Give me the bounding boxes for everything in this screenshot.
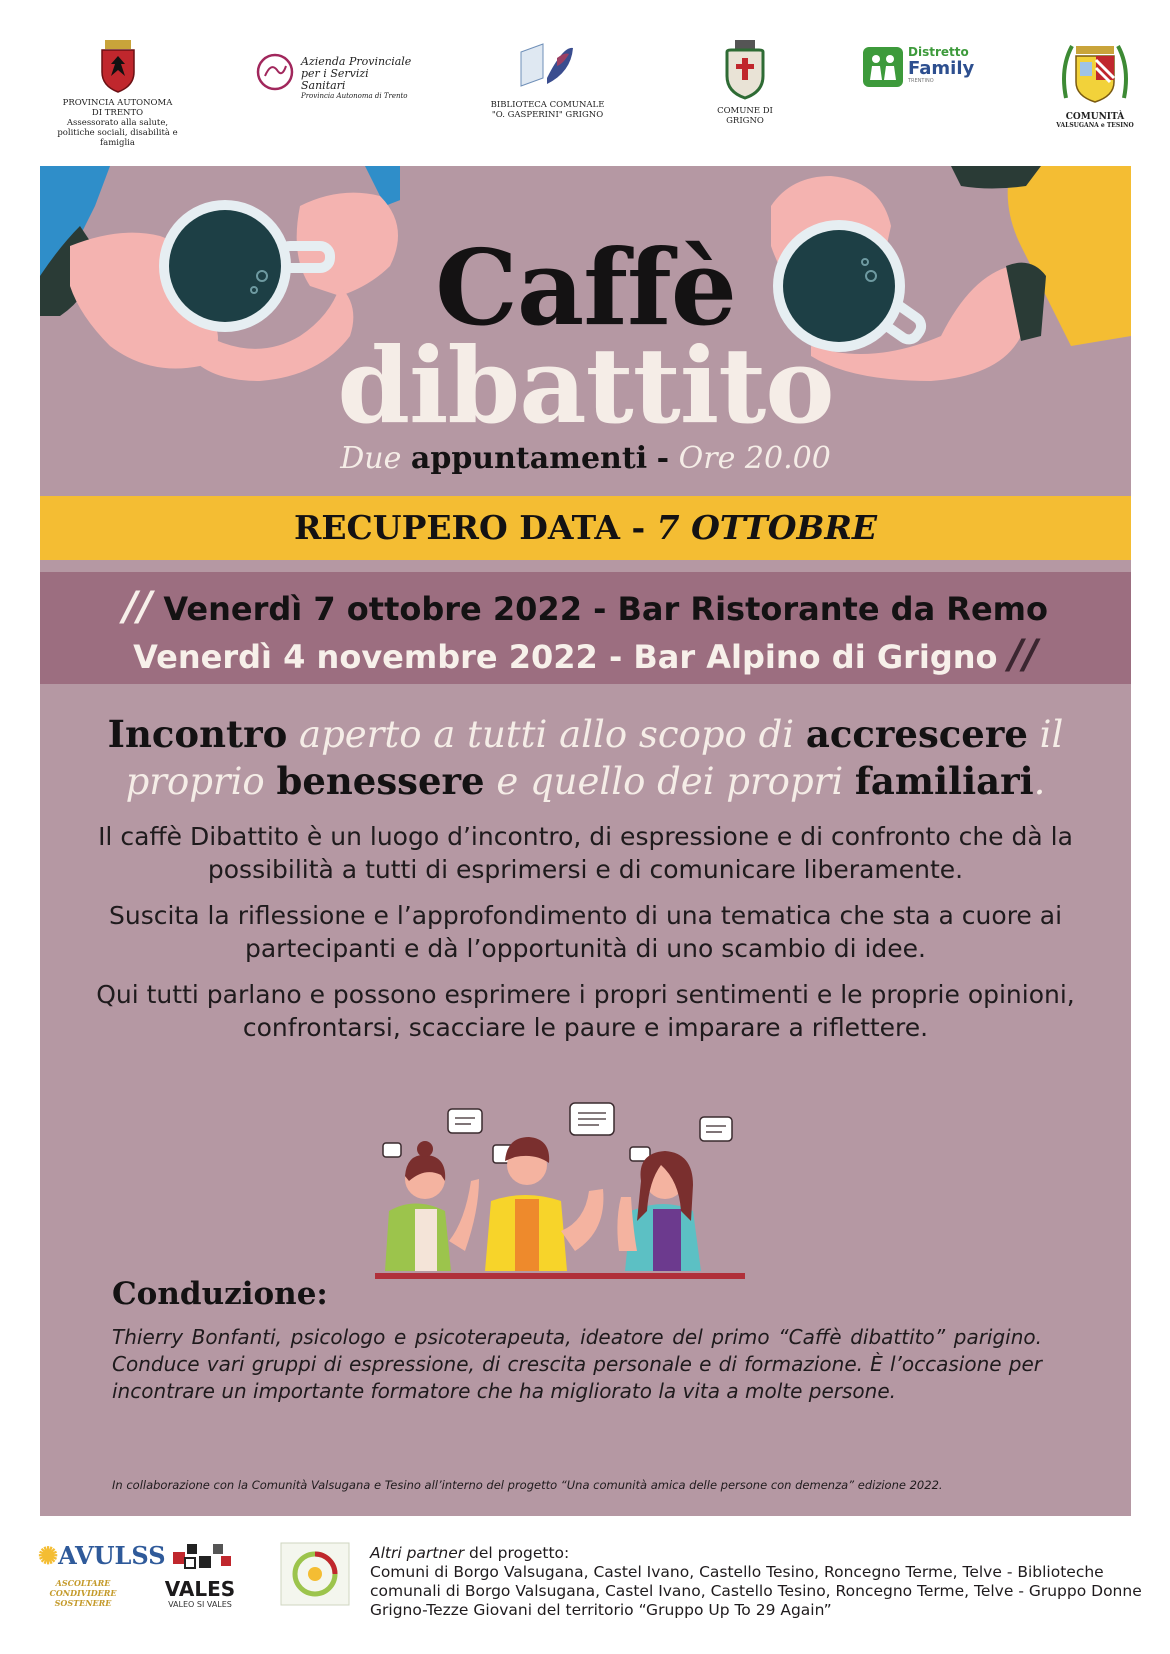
logo-azienda (255, 52, 415, 101)
recupero-label: RECUPERO DATA - (293, 508, 657, 547)
subtitle-separator: - (656, 441, 670, 476)
vales-tagline: VALEO SI VALES (168, 1600, 232, 1609)
distretto-caption-3: TRENTINO (908, 78, 934, 84)
collaboration-note: In collaborazione con la Comunità Valsugana e Tesino all’interno del progetto “Una comunità amica delle persone con demenza” edizione 2022. (112, 1478, 943, 1492)
partners-list: Comuni di Borgo Valsugana, Castel Ivano, Castello Tesino, Roncegno Terme, Telve - Biblioteche comunali di Borgo Valsugana, Castel Ivano, Castello Tesino, Roncegno Terme, Telve - Gruppo Donne Grigno-Tezze Giovani del territorio “Gruppo Up To 29 Again” (370, 1563, 1142, 1619)
sun-icon: ✺ (38, 1541, 59, 1570)
azienda-circle-icon (255, 52, 295, 92)
event-panel (40, 166, 1131, 1516)
avulss-tag-2: CONDIVIDERE (49, 1588, 117, 1598)
biblioteca-book-icon (513, 38, 583, 96)
comunita-caption-2: VALSUGANA e TESINO (1056, 122, 1134, 129)
top-logos (0, 0, 1170, 160)
logo-vales (150, 1542, 250, 1610)
logo-comune (700, 38, 790, 126)
lead-w6: e quello dei propri (496, 760, 844, 803)
biblioteca-caption-2: "O. GASPERINI" GRIGNO (491, 110, 604, 120)
provincia-caption-3: Assessorato alla salute, (66, 118, 169, 128)
provincia-crest-icon (97, 38, 139, 94)
provincia-caption-2: DI TRENTO (91, 108, 144, 118)
biblioteca-caption-1: BIBLIOTECA COMUNALE (490, 100, 605, 110)
subtitle (40, 441, 1131, 476)
avulss-tag-1: ASCOLTARE (55, 1578, 111, 1588)
date-line-1 (40, 584, 1131, 630)
title-dibattito: dibattito (337, 324, 834, 447)
date-line-2 (40, 632, 1131, 678)
comune-caption-1: COMUNE DI (717, 106, 773, 116)
logo-provincia (50, 38, 185, 148)
provincia-caption-4: politiche sociali, disabilità e famiglia (57, 128, 178, 148)
comune-caption-2: GRIGNO (726, 116, 764, 126)
project-circle-logo-icon (280, 1542, 350, 1606)
slashes-left: // (123, 584, 153, 630)
azienda-caption-3: Provincia Autonoma di Trento (301, 92, 408, 100)
lead-statement (70, 711, 1101, 805)
logo-comunita (1055, 38, 1135, 129)
paragraph-1: Il caffè Dibattito è un luogo d’incontro, di espressione e di confronto che dà la possibilità a tutti di esprimersi e di comunicare liberamente. (98, 822, 1073, 884)
distretto-family-icon (862, 46, 904, 88)
title-caffe: Caffè (435, 226, 736, 349)
partners-label-rest: del progetto: (464, 1544, 570, 1562)
provincia-caption-1: PROVINCIA AUTONOMA (62, 98, 173, 108)
partners-heading (370, 1544, 1150, 1563)
lead-w2: aperto a tutti allo scopo di (299, 713, 795, 756)
lead-w4: il proprio (125, 713, 1064, 803)
recupero-banner (40, 496, 1131, 560)
recupero-date: 7 OTTOBRE (656, 508, 878, 547)
date-1-text: Venerdì 7 ottobre 2022 - Bar Ristorante da Remo (163, 590, 1048, 628)
conduzione-text: Thierry Bonfanti, psicologo e psicoterapeuta, ideatore del primo “Caffè dibattito” parigino. Conduce vari gruppi di espressione, di crescita personale e di formazione. È l’occasione per incontrare un importante formatore che ha migliorato la vita a molte persone. (112, 1325, 1042, 1403)
subtitle-time: Ore 20.00 (678, 441, 831, 476)
avulss-name: AVULSS (58, 1541, 166, 1570)
lead-w8: . (1033, 760, 1046, 803)
distretto-caption-2: Family (908, 58, 975, 79)
date-2-text: Venerdì 4 novembre 2022 - Bar Alpino di Grigno (133, 638, 998, 676)
conduzione-title: Conduzione: (112, 1276, 328, 1312)
logo-distretto (862, 45, 975, 84)
azienda-caption-2: per i Servizi Sanitari (301, 67, 369, 92)
comunita-caption-1: COMUNITÀ (1065, 112, 1125, 122)
comunita-crest-icon (1058, 38, 1132, 108)
logo-biblioteca (485, 38, 610, 120)
paragraph-3: Qui tutti parlano e possono esprimere i propri sentimenti e le proprie opinioni, confrontarsi, scacciare le paure e imparare a riflettere. (96, 980, 1075, 1042)
comune-crest-icon (723, 38, 767, 102)
lead-w1: Incontro (107, 712, 288, 756)
logo-avulss (38, 1541, 166, 1608)
paragraph-2: Suscita la riflessione e l’approfondimento di una tematica che sta a cuore ai partecipanti e dà l’opportunità di uno scambio di idee. (108, 901, 1063, 963)
lead-w7: familiari (854, 759, 1034, 803)
vales-pattern-icon (165, 1542, 235, 1574)
distretto-caption-1: Distretto (908, 45, 969, 59)
partners-block (370, 1544, 1150, 1620)
people-talking-illustration-icon (375, 1101, 745, 1281)
bottom-section (0, 1520, 1170, 1654)
slashes-right: // (1008, 632, 1038, 678)
subtitle-due: Due (340, 441, 402, 476)
avulss-tag-3: SOSTENERE (54, 1598, 112, 1608)
azienda-caption-1: Azienda Provinciale (301, 55, 412, 68)
lead-w3: accrescere (805, 712, 1028, 756)
lead-w5: benessere (276, 759, 485, 803)
subtitle-appuntamenti: appuntamenti (410, 441, 648, 476)
dates-banner (40, 572, 1131, 684)
partners-label-italic: Altri partner (370, 1544, 465, 1562)
vales-name: VALES (164, 1577, 236, 1601)
